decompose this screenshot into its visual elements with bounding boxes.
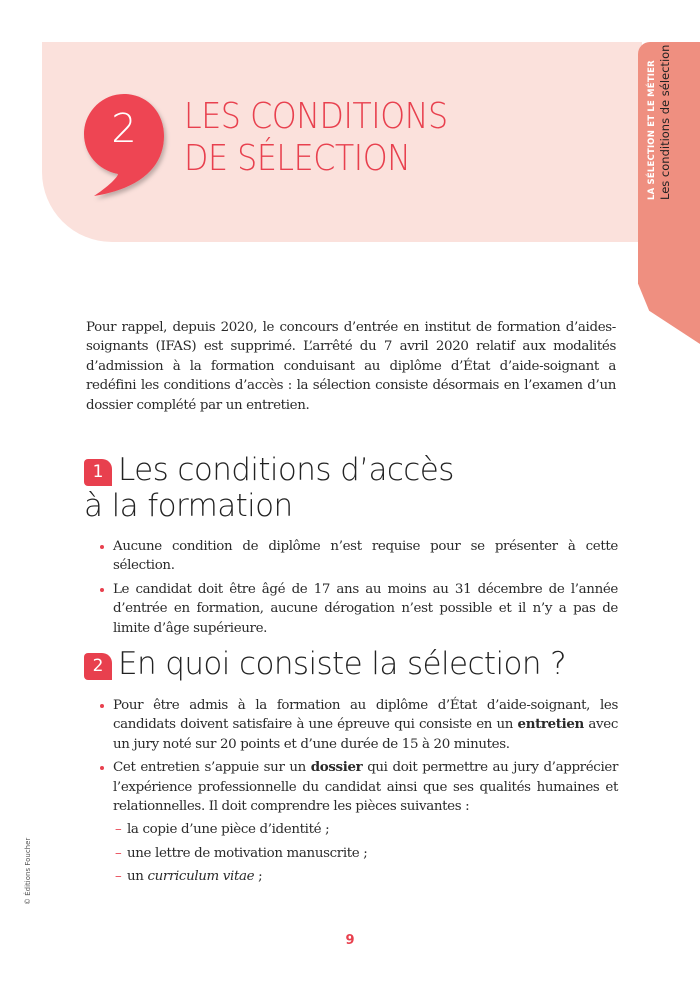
section-number-badge: 2 <box>84 653 112 680</box>
list-item-text: avec un jury noté sur 20 points et d’une durée de 15 à 20 minutes. <box>113 717 618 752</box>
bullet-dot-icon <box>100 588 104 592</box>
chapter-title-line2: DE SÉLECTION <box>184 138 411 179</box>
list-item-text: Aucune condition de diplôme n’est requise pour se présenter à cette sélection. <box>113 539 618 574</box>
dash-icon: – <box>115 822 122 838</box>
bullet-dot-icon <box>100 545 104 549</box>
emphasis-entretien: entretien <box>517 716 584 733</box>
list-item-text: qui doit permettre au jury d’apprécier l’expérience professionnelle du candidat ainsi que ses qualités humaines et relationnelles. Il doit comprendre les pièces suivantes : <box>113 760 618 815</box>
section-number-badge: 1 <box>84 459 112 486</box>
sub-list-item-text: une lettre de motivation manuscrite ; <box>127 845 368 861</box>
list-item-text: Le candidat doit être âgé de 17 ans au moins au 31 décembre de l’année d’entrée en formation, aucune dérogation n’est possible et il n’y a pas de limite d’âge supérieure. <box>113 581 618 636</box>
page-number: 9 <box>345 933 355 948</box>
intro-paragraph: Pour rappel, depuis 2020, le concours d’entrée en institut de formation d’aides-soignants (IFAS) est supprimé. L’arrêté du 7 avril 2020 relatif aux modalités d’admission à la formation conduisant au diplôme d’État d’aide-soignant a redéfini les conditions d’accès : la sélection consiste désormais en l’examen d’un dossier complété par un entretien. <box>86 320 616 413</box>
italic-term: curriculum vitae <box>147 869 255 885</box>
list-item-text: Pour être admis à la formation au diplôme d’État d’aide-soignant, les candidats doivent satisfaire à une épreuve qui consiste en un <box>113 698 618 733</box>
dash-icon: – <box>115 845 122 861</box>
bullet-dot-icon <box>100 704 104 708</box>
sub-list-item-text: ; <box>254 869 263 885</box>
section-title-line1: Les conditions d’accès <box>118 452 454 488</box>
list-item <box>100 758 618 886</box>
section-title-line2: à la formation <box>84 488 293 524</box>
chapter-number-bubble <box>82 92 162 202</box>
side-tab-label <box>646 0 672 200</box>
chapter-number: 2 <box>111 106 137 152</box>
list-item-text: Cet entretien s’appuie sur un <box>113 760 311 776</box>
sub-list-item <box>113 820 618 839</box>
chapter-title-line1: LES CONDITIONS <box>184 96 448 137</box>
side-tab-part: LA SÉLECTION ET LE MÉTIER <box>647 60 657 200</box>
sub-list-item <box>113 867 618 886</box>
chapter-title <box>184 96 448 180</box>
emphasis-dossier: dossier <box>310 759 363 776</box>
list-item <box>100 537 618 576</box>
sub-list-item-text: la copie d’une pièce d’identité ; <box>127 822 330 838</box>
dossier-pieces-list <box>113 820 618 886</box>
section-2-bullets <box>100 696 618 891</box>
sub-list-item-text: un <box>127 869 148 885</box>
dash-icon: – <box>115 869 122 885</box>
copyright-notice: © Éditions Foucher <box>24 837 32 905</box>
bullet-dot-icon <box>100 766 104 770</box>
side-tab-chapter: Les conditions de sélection <box>658 44 672 200</box>
section-heading-2 <box>84 646 566 682</box>
list-item <box>100 580 618 638</box>
section-heading-1 <box>84 452 454 524</box>
list-item <box>100 696 618 754</box>
section-1-bullets <box>100 537 618 642</box>
sub-list-item <box>113 844 618 863</box>
section-title: En quoi consiste la sélection ? <box>118 646 567 682</box>
